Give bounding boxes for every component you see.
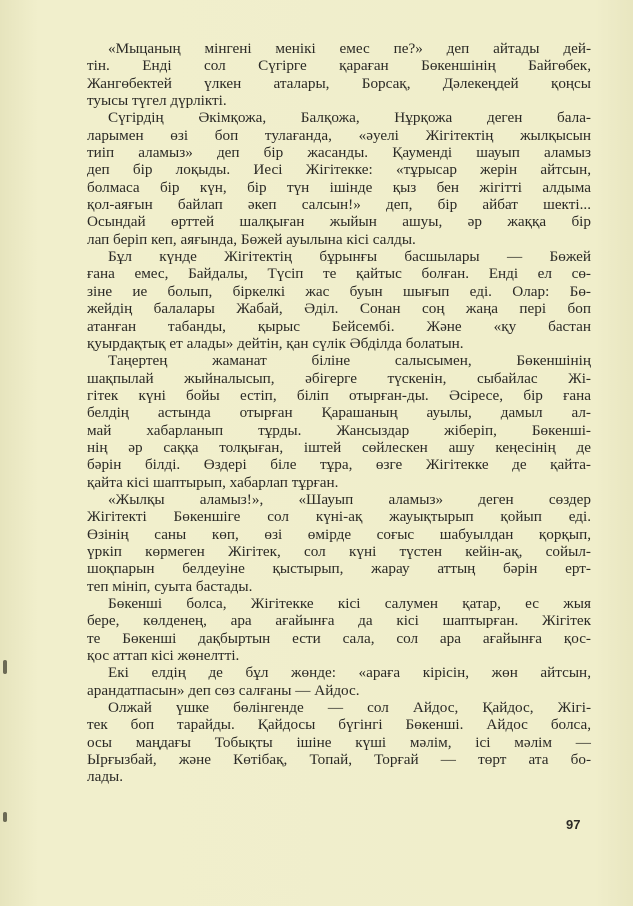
paragraph bbox=[87, 491, 591, 595]
text-line: болмаса бір күн, бір түн ішінде қыз бен жігітті алдыма bbox=[87, 178, 591, 196]
text-line: Бөкенші болса, Жігітекке кісі салумен қатар, ес жыя bbox=[108, 595, 591, 612]
paragraph bbox=[87, 699, 591, 786]
text-line: те Бөкенші дақбыртын ести сала, сол ара ағайынға қос- bbox=[87, 629, 591, 647]
text-line: Осындай өрттей шалқыған жыйын ашуы, әр жаққа бір bbox=[87, 213, 591, 231]
text-line: шақпылай жыйналысып, әбігерге түскенін, сыбайлас Жі- bbox=[87, 369, 591, 387]
text-line: Бұл күнде Жігітектің бұрынғы басшылары — Бөжей bbox=[108, 248, 591, 266]
text-line: нің әр саққа толқыған, іштей сөйлескен ашу кеңесінің де bbox=[87, 438, 591, 456]
paragraph bbox=[87, 352, 591, 491]
text-line: тек боп тарайды. Қайдосы бүгінгі Бөкенші. Айдос болса, bbox=[87, 716, 591, 734]
text-line: арандатпасын» деп сөз салғаны — Айдос. bbox=[87, 681, 360, 699]
scan-edge-mark bbox=[3, 812, 7, 822]
text-line: бере, көлденең, ара ағайынға да кісі шаптырған. Жігітек bbox=[87, 612, 591, 630]
text-line: белдің астында отырған Қарашаның ауылы, дамыл ал- bbox=[87, 404, 591, 422]
text-line: май хабарланып тұрды. Жансыздар жіберіп, Бөкенші- bbox=[87, 421, 591, 439]
text-line: Екі елдің де бұл жөнде: «араға кірісін, жөн айтсын, bbox=[108, 664, 591, 682]
scan-edge-mark bbox=[3, 660, 7, 674]
body-text bbox=[87, 40, 591, 786]
text-line: қос аттап кісі жөнелтті. bbox=[87, 647, 240, 665]
text-line: теп мініп, суыта бастады. bbox=[87, 577, 253, 595]
text-line: шоқпарын белдеуіне қыстырып, жарау аттың бәрін ерт- bbox=[87, 560, 591, 578]
text-line: «Мыцаның мінгені менікі емес пе?» деп айтады дей- bbox=[108, 40, 591, 57]
text-line: тиіп аламыз» деп бір жасанды. Қауменді шауып аламыз bbox=[87, 144, 591, 162]
text-line: «Жылқы аламыз!», «Шауып аламыз» деген сөздер bbox=[108, 490, 591, 508]
text-line: қол-аяғын байлап әкеп салсын!» деп, бір айбат шекті... bbox=[87, 196, 591, 214]
text-line: деп бір лоқыды. Иесі Жігітекке: «тұрысар жерін айтсын, bbox=[87, 161, 591, 179]
text-line: атанған табанды, қырыс Бейсембі. Және «қу бастан bbox=[87, 317, 591, 335]
paragraph bbox=[87, 248, 591, 352]
text-line: осы маңдағы Тобықты ішіне күші мәлім, ісі мәлім — bbox=[87, 733, 591, 751]
text-line: үркіп көрмеген Жігітек, сол күні түстен кейін-ақ, сойыл- bbox=[87, 542, 591, 560]
text-line: лады. bbox=[87, 768, 124, 786]
text-line: гітек күні бойы естіп, біліп отырған-ды. Әсіресе, бір ғана bbox=[87, 386, 591, 404]
text-line: Олжай үшке бөлінгенде — сол Айдос, Қайдос, Жігі- bbox=[108, 699, 591, 717]
text-line: қуырдақтық ет алады» дейтін, қан сүлік Әбділда болатын. bbox=[87, 334, 464, 352]
paragraph bbox=[87, 664, 591, 699]
text-line: ларымен өзі боп тулағанда, «әуелі Жігітектің жылқысын bbox=[87, 126, 591, 144]
text-line: бәрін білді. Өздері біле тұра, өзге Жігітекке де қайта- bbox=[87, 456, 591, 474]
page-number: 97 bbox=[566, 817, 581, 832]
paragraph bbox=[87, 109, 591, 248]
text-line: тін. Енді сол Сүгірге қараған Бөкеншінің Байгөбек, bbox=[87, 57, 591, 75]
text-line: жейдің балалары Жабай, Әділ. Сонан соң жаңа пері боп bbox=[87, 300, 591, 318]
text-line: лап беріп кеп, аяғында, Бөжей ауылына кісі салды. bbox=[87, 230, 416, 248]
text-line: Жангөбектей үлкен аталары, Борсақ, Дәлекеңдей қоңсы bbox=[87, 74, 591, 92]
text-line: зіне ие болып, біркелкі жас буын шығып еді. Олар: Бө- bbox=[87, 282, 591, 300]
text-line: Сүгірдің Әкімқожа, Балқожа, Нұрқожа деген бала- bbox=[108, 109, 591, 127]
text-line: Таңертең жаманат біліне салысымен, Бөкеншінің bbox=[108, 352, 591, 370]
text-line: Ырғызбай, және Көтібақ, Топай, Торғай — төрт ата бо- bbox=[87, 751, 591, 769]
text-line: ғана емес, Байдалы, Түсіп те қайтыс болған. Енді ел сө- bbox=[87, 265, 591, 283]
paragraph bbox=[87, 595, 591, 664]
text-line: Жігітекті Бөкеншіге сол күні-ақ жауықтырып қойып еді. bbox=[87, 508, 591, 526]
paragraph bbox=[87, 40, 591, 109]
text-line: қайта кісі шаптырып, хабарлап тұрған. bbox=[87, 473, 339, 491]
text-line: туысы түгел дүрлікті. bbox=[87, 92, 227, 110]
text-line: Өзінің саны көп, өзі өмірде соғыс шабуылдан қорқып, bbox=[87, 525, 591, 543]
